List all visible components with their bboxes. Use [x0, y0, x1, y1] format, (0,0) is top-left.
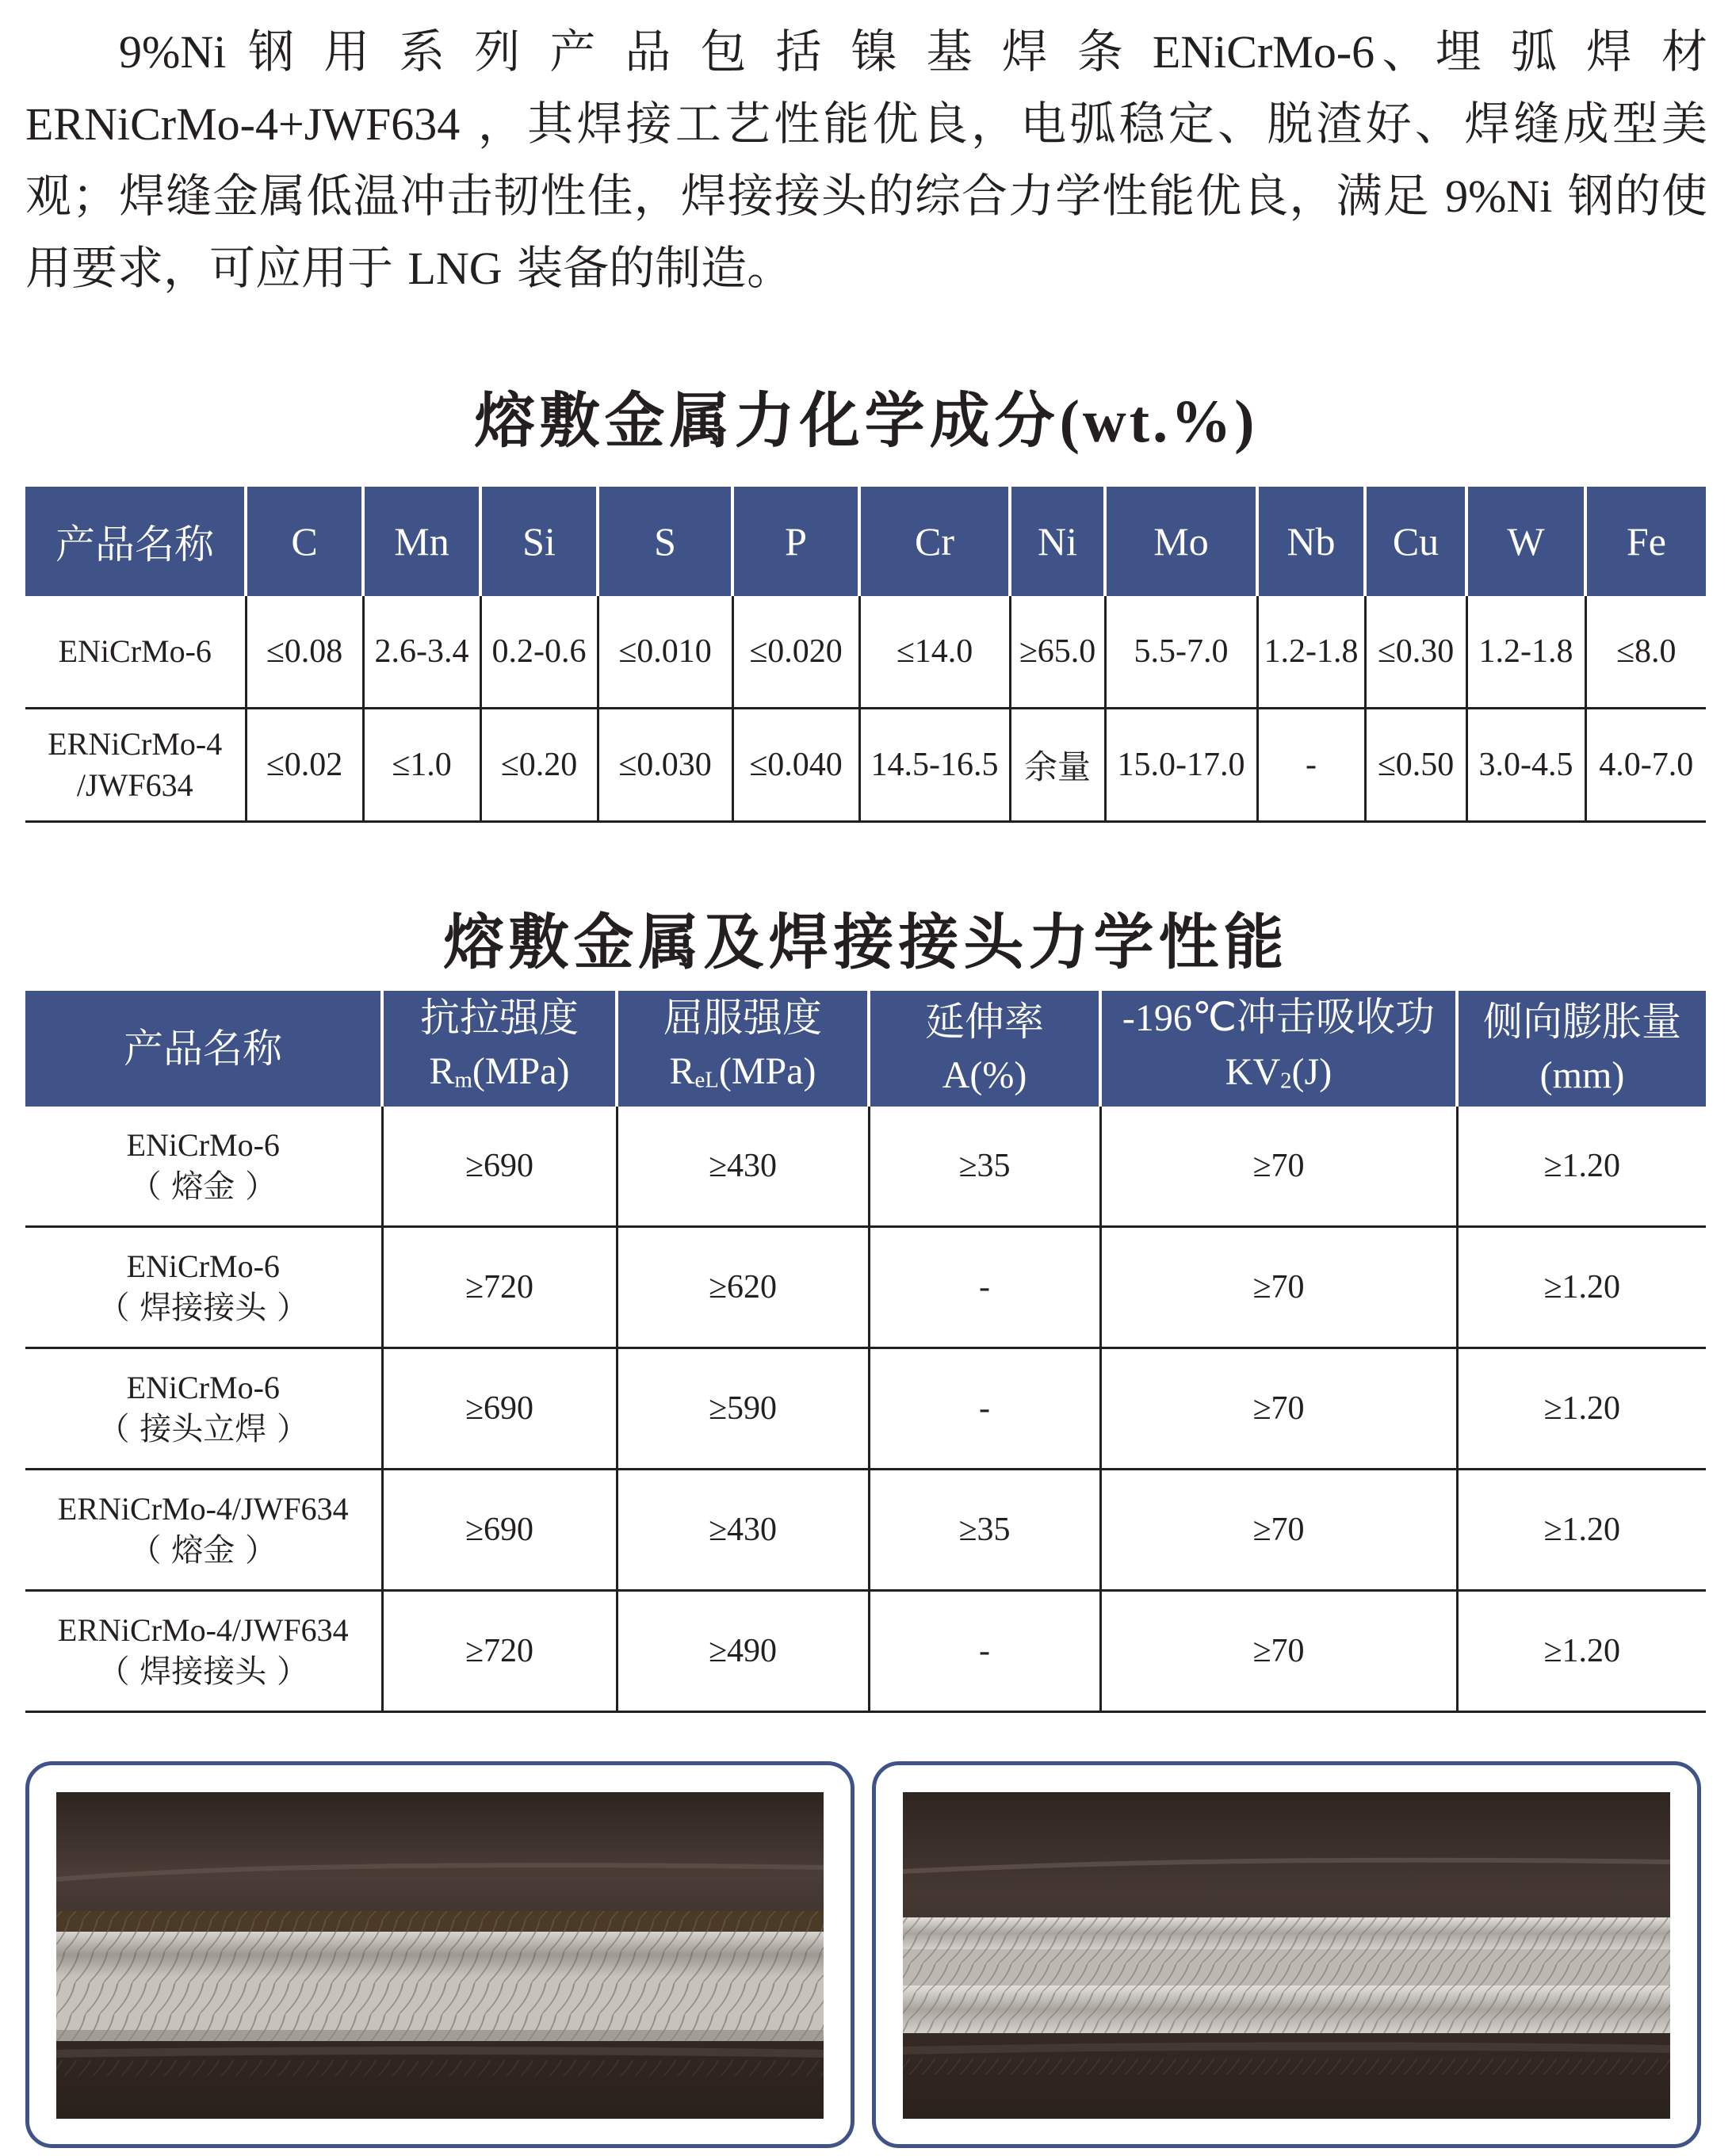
table-cell: ≤14.0	[859, 596, 1010, 709]
column-header: Cr	[859, 487, 1010, 596]
table-cell: ≥690	[382, 1470, 617, 1591]
table-cell: ≥720	[382, 1591, 617, 1712]
header-label-number: -196	[1122, 997, 1192, 1039]
table-row	[25, 596, 1706, 709]
table-cell: ≥35	[869, 1107, 1100, 1227]
product-name: ENiCrMo-6	[126, 1370, 280, 1406]
table-cell: ≤0.02	[246, 709, 363, 822]
table-cell: ≤0.020	[732, 596, 859, 709]
table-cell: 4.0-7.0	[1585, 709, 1706, 822]
table-cell: ≤0.08	[246, 596, 363, 709]
header-unit	[429, 1050, 569, 1092]
product-condition: （ 焊接接头 ）	[97, 1653, 308, 1691]
table-cell: ≤8.0	[1585, 596, 1706, 709]
column-header: P	[732, 487, 859, 596]
product-condition: （ 熔金 ）	[129, 1532, 277, 1569]
intro-text: 装备的制造。	[502, 241, 793, 295]
table-cell: -	[869, 1227, 1100, 1348]
table-cell: ≤0.030	[598, 709, 732, 822]
column-header: Mo	[1105, 487, 1257, 596]
intro-paragraph	[25, 16, 1707, 304]
table-cell: ≥720	[382, 1227, 617, 1348]
title-unit: (wt.%)	[1059, 388, 1258, 455]
table-row	[25, 1227, 1706, 1348]
table-cell: ≤0.040	[732, 709, 859, 822]
header-label: 延伸率	[925, 999, 1044, 1046]
table-header-row	[25, 487, 1706, 596]
weld-bead-image	[903, 1792, 1670, 2119]
intro-text: 钢 用 系 列 产 品 包 括 镍 基 焊 条	[226, 25, 1153, 78]
header-subscript: eL	[694, 1067, 719, 1093]
product-name-cell	[25, 1107, 382, 1227]
product-name-cell	[25, 1348, 382, 1470]
table-cell: ≥70	[1100, 1591, 1457, 1712]
table-cell: ≥70	[1100, 1470, 1457, 1591]
table-cell: ≤1.0	[363, 709, 480, 822]
table-cell: ≥1.20	[1457, 1348, 1706, 1470]
table-row	[25, 1348, 1706, 1470]
column-header	[1457, 991, 1706, 1107]
table-cell: ≤0.30	[1365, 596, 1466, 709]
intro-text: 9%Ni	[119, 26, 227, 78]
table-cell: ≥430	[617, 1107, 869, 1227]
title-text: 熔敷金属力化学成分	[474, 385, 1060, 456]
column-header: Nb	[1257, 487, 1365, 596]
mechanical-properties-table	[25, 991, 1706, 1713]
table-cell: -	[1257, 709, 1365, 822]
column-header: Fe	[1585, 487, 1706, 596]
table-cell: ≤0.20	[480, 709, 598, 822]
product-name-cell	[25, 596, 246, 709]
header-symbol: R	[429, 1050, 455, 1092]
table-cell: ≤0.50	[1365, 709, 1466, 822]
header-unit: (mm)	[1539, 1054, 1625, 1097]
intro-text: LNG	[407, 243, 503, 294]
table-cell: ≥1.20	[1457, 1470, 1706, 1591]
table-cell: 1.2-1.8	[1466, 596, 1585, 709]
weld-seam-photo-right	[903, 1792, 1670, 2119]
product-condition: （ 接头立焊 ）	[97, 1411, 308, 1448]
column-header: C	[246, 487, 363, 596]
table-cell: ≤0.010	[598, 596, 732, 709]
table-row	[25, 1107, 1706, 1227]
product-name-suffix: /JWF634	[76, 767, 193, 803]
product-condition: （ 熔金 ）	[129, 1168, 277, 1206]
table-cell: ≥70	[1100, 1107, 1457, 1227]
table-cell: 15.0-17.0	[1105, 709, 1257, 822]
table-cell: 2.6-3.4	[363, 596, 480, 709]
intro-text: 钢的使用要求，可应用于	[25, 169, 1708, 295]
product-name: ERNiCrMo-4	[48, 726, 223, 762]
column-header: S	[598, 487, 732, 596]
weld-seam-photo-left	[56, 1792, 824, 2119]
column-header: Mn	[363, 487, 480, 596]
header-unit	[1225, 1051, 1332, 1093]
intro-text: ENiCrMo-6	[1152, 26, 1375, 78]
table-cell: ≥1.20	[1457, 1227, 1706, 1348]
header-unit-text: (MPa)	[718, 1050, 816, 1092]
header-unit	[669, 1050, 816, 1092]
product-name: ENiCrMo-6	[58, 633, 212, 669]
header-label: 侧向膨胀量	[1483, 999, 1681, 1046]
header-unit-text: (J)	[1291, 1051, 1332, 1093]
table-row	[25, 709, 1706, 822]
product-name: ENiCrMo-6	[126, 1127, 280, 1164]
table-cell: ≥430	[617, 1470, 869, 1591]
product-name: ENiCrMo-6	[126, 1248, 280, 1285]
header-unit: A(%)	[942, 1054, 1027, 1097]
table-cell: ≥490	[617, 1591, 869, 1712]
table-cell: ≥620	[617, 1227, 869, 1348]
chemical-composition-title	[0, 373, 1732, 459]
product-name-cell	[25, 709, 246, 822]
intro-text: ERNiCrMo-4+JWF634	[25, 98, 461, 150]
weld-photo-frame-left	[25, 1761, 855, 2148]
column-header	[1100, 991, 1457, 1107]
table-cell: ≥70	[1100, 1348, 1457, 1470]
table-cell: ≥590	[617, 1348, 869, 1470]
table-cell: -	[869, 1348, 1100, 1470]
weld-photo-frame-right	[872, 1761, 1701, 2148]
header-label: ℃冲击吸收功	[1191, 994, 1436, 1040]
column-header: W	[1466, 487, 1585, 596]
column-header	[25, 991, 382, 1107]
column-header	[617, 991, 869, 1107]
header-symbol: R	[669, 1050, 695, 1092]
table-header-row	[25, 991, 1706, 1107]
table-cell: 1.2-1.8	[1257, 596, 1365, 709]
column-header	[382, 991, 617, 1107]
table-cell: ≥1.20	[1457, 1591, 1706, 1712]
chemical-composition-table	[25, 487, 1706, 823]
column-header: Si	[480, 487, 598, 596]
header-label: 抗拉强度	[420, 995, 579, 1041]
product-name-cell	[25, 1227, 382, 1348]
table-cell: -	[869, 1591, 1100, 1712]
header-unit-text: (MPa)	[472, 1050, 570, 1092]
table-cell: 14.5-16.5	[859, 709, 1010, 822]
table-cell: ≥690	[382, 1107, 617, 1227]
table-cell: ≥35	[869, 1470, 1100, 1591]
header-label: 屈服强度	[663, 995, 822, 1041]
table-cell: ≥65.0	[1010, 596, 1105, 709]
table-row	[25, 1591, 1706, 1712]
header-subscript: 2	[1280, 1068, 1292, 1094]
table-cell: 3.0-4.5	[1466, 709, 1585, 822]
table-cell: ≥70	[1100, 1227, 1457, 1348]
table-cell: 0.2-0.6	[480, 596, 598, 709]
weld-bead-image	[56, 1792, 824, 2119]
table-cell: ≥1.20	[1457, 1107, 1706, 1227]
column-header: Cu	[1365, 487, 1466, 596]
product-name-cell	[25, 1591, 382, 1712]
table-cell: 5.5-7.0	[1105, 596, 1257, 709]
header-subscript: m	[454, 1067, 472, 1093]
table-cell: 余量	[1010, 709, 1105, 822]
intro-text: 、埋 弧 焊 材	[1375, 25, 1707, 78]
product-name-cell	[25, 1470, 382, 1591]
intro-text: ，其焊接工艺性能优良，电弧稳定、脱渣好、焊缝成型美观；焊缝金属低温冲击韧性佳，焊接接头的综合力学性能优良，满足	[25, 97, 1707, 223]
product-condition: （ 焊接接头 ）	[97, 1290, 308, 1327]
header-symbol: KV	[1225, 1051, 1281, 1093]
table-row	[25, 1470, 1706, 1591]
product-name: ERNiCrMo-4/JWF634	[57, 1491, 349, 1527]
column-header	[869, 991, 1100, 1107]
intro-text: 9%Ni	[1445, 170, 1553, 222]
product-name: ERNiCrMo-4/JWF634	[57, 1612, 349, 1649]
table-cell: ≥690	[382, 1348, 617, 1470]
column-header: 产品名称	[25, 487, 246, 596]
header-label: 产品名称	[124, 1026, 282, 1072]
column-header: Ni	[1010, 487, 1105, 596]
mechanical-properties-title: 熔敷金属及焊接接头力学性能	[443, 907, 1289, 977]
